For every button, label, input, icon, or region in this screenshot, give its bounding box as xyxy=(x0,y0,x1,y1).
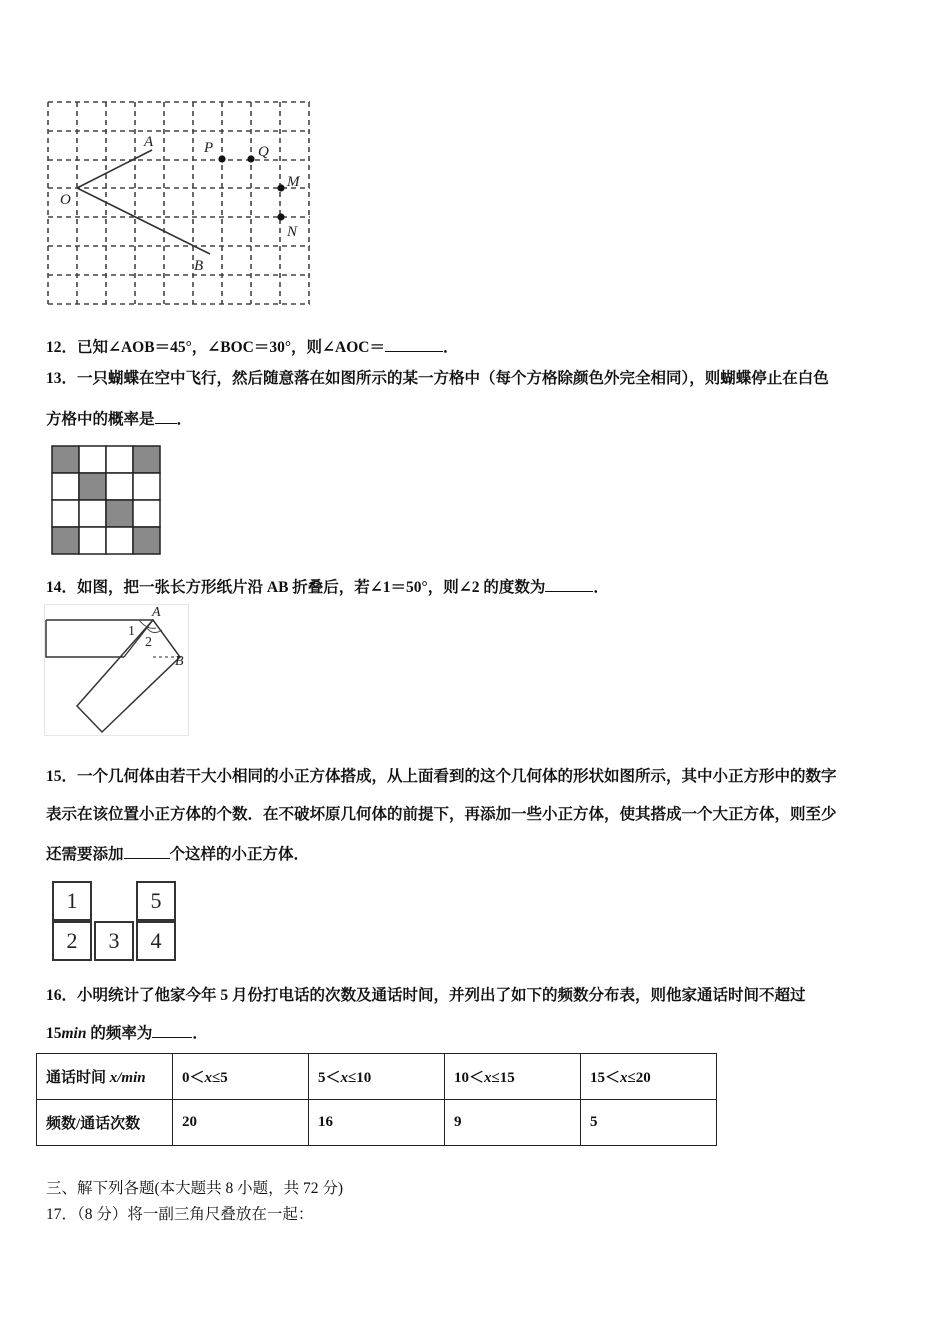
checker-grid-figure xyxy=(49,443,163,557)
label-n: N xyxy=(287,224,298,240)
white-square xyxy=(106,527,133,554)
point-p xyxy=(218,155,225,162)
table-cell-interval: 10＜x≤15 xyxy=(445,1054,581,1100)
angle-label-2: 2 xyxy=(145,635,152,650)
table-cell-count: 16 xyxy=(309,1100,445,1146)
white-square xyxy=(133,473,160,500)
folded-paper-figure xyxy=(44,604,189,736)
question-12-text: 12．已知∠AOB＝45°，∠BOC＝30°，则∠AOC＝ xyxy=(46,339,385,356)
cell-row1-col1: 1 xyxy=(52,881,92,921)
answer-blank-16 xyxy=(152,1023,192,1038)
answer-blank-15 xyxy=(124,844,170,859)
table-cell-count: 9 xyxy=(445,1100,581,1146)
label-a: A xyxy=(144,134,154,150)
gray-square xyxy=(52,446,79,473)
question-17: 17．（8 分）将一副三角尺叠放在一起： xyxy=(46,1206,314,1223)
answer-blank-12 xyxy=(385,337,443,352)
question-12: 12．已知∠AOB＝45°，∠BOC＝30°，则∠AOC＝ ． xyxy=(46,339,459,356)
white-square xyxy=(79,500,106,527)
table-row xyxy=(37,1054,717,1100)
grid-angle-figure xyxy=(44,98,316,310)
white-square xyxy=(79,446,106,473)
cell-row2-col2: 3 xyxy=(94,921,134,961)
angle-label-1: 1 xyxy=(128,624,135,639)
white-square xyxy=(133,500,160,527)
answer-blank-14 xyxy=(545,577,593,592)
gray-square xyxy=(106,500,133,527)
answer-blank-13 xyxy=(155,409,177,424)
table-cell-interval: 5＜x≤10 xyxy=(309,1054,445,1100)
point-n xyxy=(277,213,284,220)
gray-square xyxy=(79,473,106,500)
point-m xyxy=(277,184,284,191)
table-row xyxy=(37,1100,717,1146)
table-cell-interval: 0＜x≤5 xyxy=(173,1054,309,1100)
label-p: P xyxy=(204,140,214,156)
fold-label-a: A xyxy=(152,605,161,620)
point-q xyxy=(247,155,254,162)
question-15-line3: 还需要添加 个这样的小正方体． xyxy=(46,846,310,863)
frequency-table xyxy=(36,1053,717,1146)
fold-label-b: B xyxy=(175,654,184,669)
gray-square xyxy=(133,446,160,473)
label-o: O xyxy=(60,192,71,208)
label-m: M xyxy=(287,174,300,190)
cell-row1-col3: 5 xyxy=(136,881,176,921)
ray-ob xyxy=(77,188,210,254)
white-square xyxy=(106,473,133,500)
gray-square xyxy=(133,527,160,554)
question-14: 14．如图，把一张长方形纸片沿 AB 折叠后，若∠1＝50°，则∠2 的度数为 ． xyxy=(46,579,609,596)
question-15-line2: 表示在该位置小正方体的个数．在不破坏原几何体的前提下，再添加一些小正方体，使其搭成一个大正方体，则至少 xyxy=(46,806,837,823)
table-header-cell: 通话时间 x/min xyxy=(37,1054,173,1100)
gray-square xyxy=(52,527,79,554)
top-view-figure xyxy=(50,879,180,963)
table-cell-count: 5 xyxy=(581,1100,717,1146)
section-title: 三、解下列各题(本大题共 8 小题，共 72 分) xyxy=(46,1180,344,1197)
label-b: B xyxy=(194,258,204,274)
question-16-line2: 15min 的频率为 ． xyxy=(46,1025,208,1042)
question-13-line1: 13．一只蝴蝶在空中飞行，然后随意落在如图所示的某一方格中（每个方格除颜色外完全相同），则蝴蝶停止在白色 xyxy=(46,370,829,387)
question-13-line2: 方格中的概率是 ． xyxy=(46,411,193,428)
ray-oa xyxy=(77,150,152,188)
table-cell-interval: 15＜x≤20 xyxy=(581,1054,717,1100)
white-square xyxy=(79,527,106,554)
white-square xyxy=(106,446,133,473)
table-cell-count: 20 xyxy=(173,1100,309,1146)
question-16-line1: 16．小明统计了他家今年 5 月份打电话的次数及通话时间，并列出了如下的频数分布表，则他家通话时间不超过 xyxy=(46,987,806,1004)
white-square xyxy=(52,473,79,500)
table-row-label: 频数/通话次数 xyxy=(37,1100,173,1146)
label-q: Q xyxy=(258,144,269,160)
white-square xyxy=(52,500,79,527)
cell-row2-col1: 2 xyxy=(52,921,92,961)
question-15-line1: 15．一个几何体由若干大小相同的小正方体搭成，从上面看到的这个几何体的形状如图所示，其中小正方形中的数字 xyxy=(46,768,837,785)
cell-row2-col3: 4 xyxy=(136,921,176,961)
